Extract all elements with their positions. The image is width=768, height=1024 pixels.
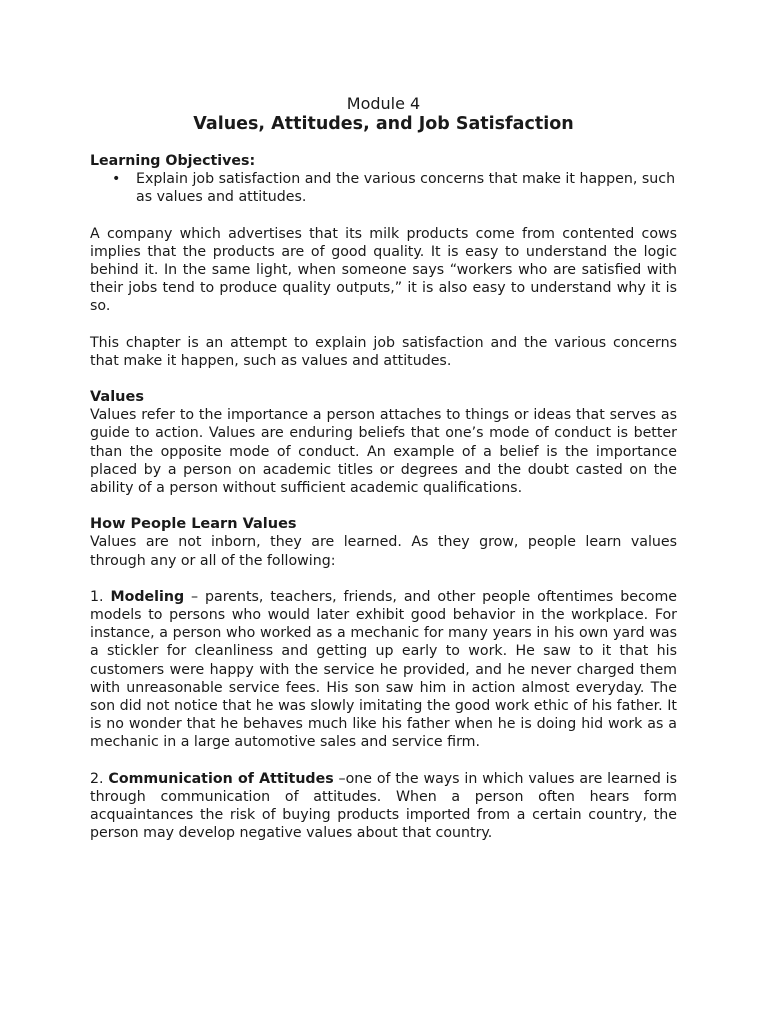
modeling-term: Modeling <box>110 588 185 605</box>
learning-objective-item <box>90 170 677 206</box>
learn-values-paragraph: Values are not inborn, they are learned. As they grow, people learn values through any or all of the following: <box>90 534 677 569</box>
learning-objective-text: Explain job satisfaction and the various concerns that make it happen, such as values and attitudes. <box>136 171 676 206</box>
item-number: 1. <box>90 588 104 605</box>
module-label: Module 4 <box>346 94 421 113</box>
intro-paragraph: A company which advertises that its milk products come from contented cows implies that the products are of good quality. It is easy to understand the logic behind it. In the same light, when someone says “workers who are satisfied with their jobs tend to produce quality outputs,” it is also easy to understand why it is so. <box>90 225 677 315</box>
learn-values-heading: How People Learn Values <box>90 516 297 533</box>
learning-objectives-list <box>90 170 677 206</box>
item-number: 2. <box>90 770 104 787</box>
values-paragraph: Values refer to the importance a person attaches to things or ideas that serves as guide to action. Values are enduring beliefs that one’s mode of conduct is better than the opposite mode of conduct. An example of a belief is the importance placed by a person on academic titles or degrees and the doubt casted on the ability of a person without sufficient academic qualifications. <box>90 407 677 497</box>
communication-text: –one of the ways in which values are learned is through communication of attitudes. When a person often hears form acquaintances the risk of buying products imported from a certain country, the person may develop negative values about that country. <box>90 770 678 842</box>
modeling-paragraph <box>90 588 677 752</box>
values-heading: Values <box>90 389 144 406</box>
communication-paragraph <box>90 770 677 843</box>
modeling-text: – parents, teachers, friends, and other people oftentimes become models to persons who would later exhibit good behavior in the workplace. For instance, a person who worked as a mechanic for many years in his own yard was a stickler for cleanliness and getting up early to work. He saw to it that his customers were happy with the service he provided, and he never charged them with unreasonable service fees. His son saw him in action almost everyday. The son did not notice that he was slowly imitating the good work ethic of his father. It is no wonder that he behaves much like his father when he is doing hid work as a mechanic in a large automotive sales and service firm. <box>90 588 677 751</box>
communication-term: Communication of Attitudes <box>108 770 334 787</box>
chapter-purpose-paragraph: This chapter is an attempt to explain job satisfaction and the various concerns that make it happen, such as values and attitudes. <box>90 334 677 369</box>
bullet-icon: • <box>112 171 121 188</box>
document-page <box>90 94 677 861</box>
learning-objectives-heading: Learning Objectives: <box>90 153 256 169</box>
document-title: Values, Attitudes, and Job Satisfaction <box>193 114 574 134</box>
